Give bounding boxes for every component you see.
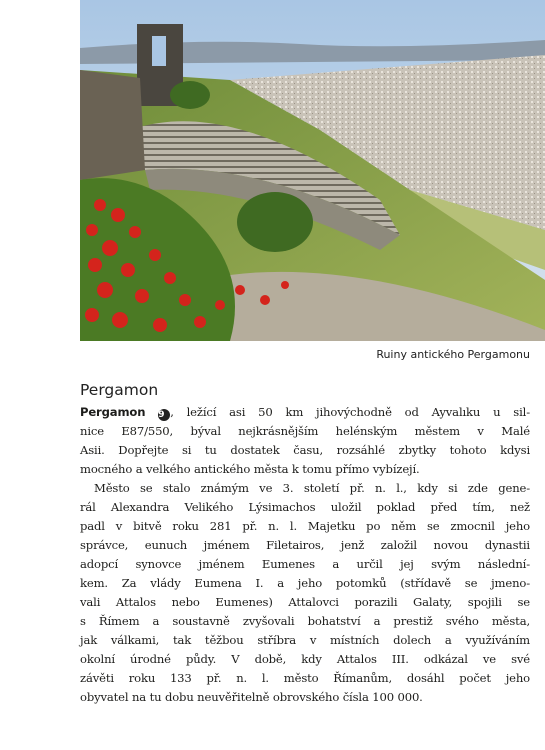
text-line	[80, 403, 530, 422]
text-line: závěti roku 133 př. n. l. město Římanům, dosáhl počet jeho	[80, 671, 530, 685]
text-line: vali Attalos nebo Eumenes) Attalovci porazili Galaty, spojili se	[80, 595, 530, 609]
body-text	[80, 403, 530, 707]
text-line: okolní úrodné půdy. V době, kdy Attalos III. odkázal ve své	[80, 652, 530, 666]
text-line: rál Alexandra Velikého Lýsimachos uložil poklad před tím, než	[80, 500, 530, 514]
text-line: Asii. Dopřejte si tu dostatek času, rozsáhlé zbytky tohoto kdysi	[80, 443, 530, 457]
lead-term: Pergamon	[80, 405, 146, 419]
text-line: padl v bitvě roku 281 př. n. l. Majetku po něm se zmocnil jeho	[80, 519, 530, 533]
photo-caption: Ruiny antického Pergamonu	[376, 348, 530, 361]
text-line: správce, eunuch jménem Filetairos, jenž založil novou dynastii	[80, 538, 530, 552]
text-line: Město se stalo známým ve 3. století př. n. l., kdy si zde gene-	[94, 481, 530, 495]
text-line: jak válkami, tak těžbou stříbra v místních dolech a využíváním	[80, 633, 530, 647]
pergamon-photo	[80, 0, 545, 341]
paragraph-intro	[80, 403, 530, 479]
text-line: obyvatel na tu dobu neuvěřitelně obrovského čísla 100 000.	[80, 690, 423, 704]
text-line: nice E87/550, býval nejkrásnějším helénským městem v Malé	[80, 424, 530, 438]
text-line: adopcí synovce jménem Eumenes a určil jej svým následní-	[80, 557, 530, 571]
paragraph-history	[80, 479, 530, 707]
text-line: kem. Za vlády Eumena I. a jeho potomků (střídavě se jmeno-	[80, 576, 530, 590]
section-heading: Pergamon	[80, 381, 159, 399]
map-marker-icon: 9	[158, 409, 170, 421]
text-line: mocného a velkého antického města k tomu přímo vybízejí.	[80, 462, 420, 476]
text-line: s Římem a soustavně zvyšovali bohatství a prestiž svého města,	[80, 614, 530, 628]
text-line-content: , ležící asi 50 km jihovýchodně od Ayvalıku u sil-	[170, 405, 530, 419]
